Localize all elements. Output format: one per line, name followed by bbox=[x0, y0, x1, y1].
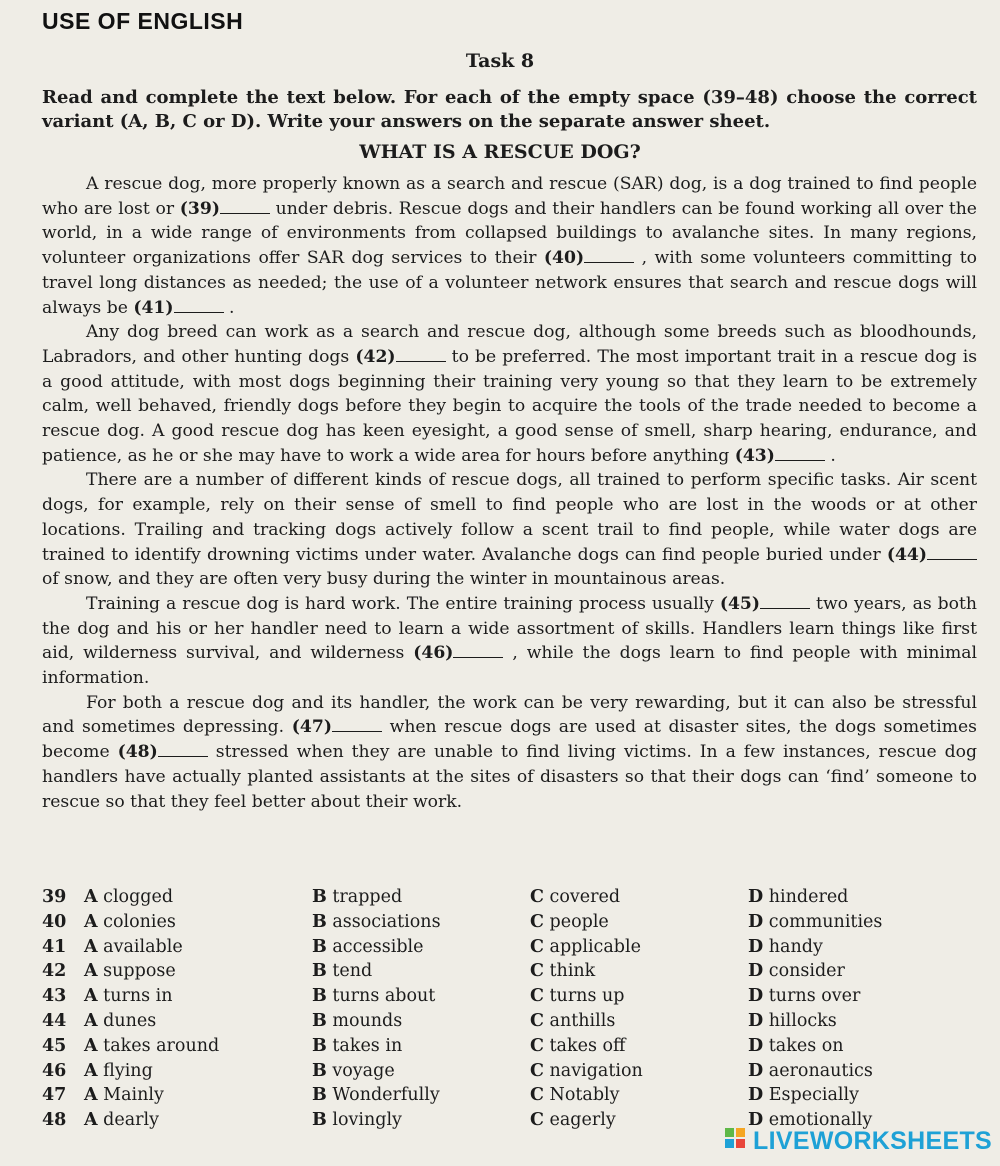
option-b[interactable] bbox=[312, 986, 435, 1006]
paragraph-2 bbox=[42, 320, 977, 468]
option-d[interactable] bbox=[748, 1011, 837, 1031]
option-c[interactable] bbox=[530, 937, 641, 957]
passage-text: , while the dogs learn to find people with minimal information. bbox=[42, 643, 977, 689]
option-a[interactable] bbox=[84, 1061, 153, 1081]
option-text: turns about bbox=[332, 986, 436, 1007]
option-letter: C bbox=[530, 1085, 544, 1106]
option-letter: B bbox=[312, 887, 327, 907]
passage-text: of snow, and they are often very busy during the winter in mountainous areas. bbox=[42, 569, 726, 590]
passage-text: . bbox=[830, 445, 836, 466]
option-c[interactable] bbox=[530, 912, 609, 932]
gap-43-number: (43) bbox=[734, 445, 775, 466]
option-d[interactable] bbox=[748, 1085, 859, 1105]
option-a[interactable] bbox=[84, 1011, 156, 1031]
section-title: USE OF ENGLISH bbox=[42, 8, 244, 34]
question-number: 48 bbox=[42, 1110, 67, 1131]
gap-48-blank[interactable] bbox=[158, 741, 208, 757]
watermark-text: LIVEWORKSHEETS bbox=[753, 1127, 992, 1155]
option-text: hindered bbox=[768, 887, 849, 907]
option-letter: D bbox=[748, 986, 764, 1007]
option-letter: A bbox=[84, 1110, 98, 1131]
option-letter: D bbox=[748, 1060, 764, 1081]
option-letter: C bbox=[530, 986, 544, 1007]
option-c[interactable] bbox=[530, 1036, 625, 1056]
option-text: takes on bbox=[768, 1035, 844, 1056]
option-c[interactable] bbox=[530, 1110, 616, 1130]
option-row-42 bbox=[42, 961, 977, 986]
gap-46-number: (46) bbox=[413, 643, 454, 664]
gap-41-number: (41) bbox=[133, 297, 174, 318]
gap-46-blank[interactable] bbox=[453, 642, 503, 658]
option-letter: B bbox=[312, 936, 327, 957]
option-text: people bbox=[549, 911, 609, 932]
option-a[interactable] bbox=[84, 1085, 164, 1105]
option-d[interactable] bbox=[748, 986, 860, 1006]
gap-45-number: (45) bbox=[719, 593, 761, 614]
option-letter: B bbox=[312, 1010, 327, 1031]
option-letter: A bbox=[84, 1035, 98, 1056]
option-row-41 bbox=[42, 937, 977, 962]
passage-text: , with some volunteers committing to travel long distances as needed; the use of a volunteer network ensures that search and rescue dogs will always be bbox=[42, 248, 977, 318]
answer-options bbox=[42, 887, 977, 1135]
option-row-39 bbox=[42, 887, 977, 912]
option-letter: A bbox=[84, 1060, 98, 1081]
option-text: associations bbox=[332, 911, 441, 932]
option-letter: C bbox=[530, 1035, 544, 1056]
gap-48-number: (48) bbox=[117, 742, 158, 763]
option-text: applicable bbox=[549, 936, 641, 957]
option-text: dunes bbox=[103, 1010, 157, 1031]
option-letter: C bbox=[530, 1060, 544, 1081]
option-row-43 bbox=[42, 986, 977, 1011]
gap-39-number: (39) bbox=[179, 198, 220, 219]
option-c[interactable] bbox=[530, 887, 620, 907]
option-row-45 bbox=[42, 1036, 977, 1061]
option-b[interactable] bbox=[312, 1011, 402, 1031]
option-text: Especially bbox=[768, 1085, 859, 1106]
option-letter: B bbox=[312, 1060, 327, 1081]
gap-39-blank[interactable] bbox=[220, 198, 270, 214]
option-letter: C bbox=[530, 887, 544, 907]
option-letter: C bbox=[530, 1110, 544, 1131]
option-letter: B bbox=[312, 1110, 327, 1131]
option-row-44 bbox=[42, 1011, 977, 1036]
option-text: voyage bbox=[332, 1060, 395, 1081]
option-text: Wonderfully bbox=[332, 1085, 440, 1106]
gap-44-blank[interactable] bbox=[927, 544, 977, 560]
gap-41-blank[interactable] bbox=[174, 297, 224, 313]
option-text: trapped bbox=[332, 887, 403, 907]
passage-text: two years, as both the dog and his or her handler need to learn a wide assortment of skills. Handlers learn things like first aid, wilderness survival, and wilderness bbox=[42, 593, 978, 664]
option-b[interactable] bbox=[312, 937, 423, 957]
option-text: covered bbox=[549, 887, 621, 907]
option-a[interactable] bbox=[84, 937, 183, 957]
gap-43-blank[interactable] bbox=[775, 445, 825, 461]
question-number: 39 bbox=[42, 887, 67, 907]
text-title: WHAT IS A RESCUE DOG? bbox=[359, 141, 641, 163]
paragraph-5 bbox=[42, 691, 977, 815]
option-text: aeronautics bbox=[768, 1060, 873, 1081]
option-b[interactable] bbox=[312, 1085, 440, 1105]
logo-square bbox=[736, 1128, 745, 1137]
question-number: 46 bbox=[42, 1060, 67, 1081]
option-a[interactable] bbox=[84, 986, 173, 1006]
option-b[interactable] bbox=[312, 1061, 395, 1081]
option-letter: C bbox=[530, 961, 544, 982]
option-text: eagerly bbox=[549, 1110, 616, 1131]
option-d[interactable] bbox=[748, 887, 848, 907]
option-c[interactable] bbox=[530, 986, 624, 1006]
passage-text: Any dog breed can work as a search and rescue dog, although some breeds such as bloodhounds, Labradors, and other hunting dogs bbox=[42, 322, 977, 367]
liveworksheets-logo-icon bbox=[725, 1128, 747, 1156]
option-text: dearly bbox=[103, 1110, 159, 1131]
paragraph-3 bbox=[42, 468, 977, 592]
option-letter: D bbox=[748, 961, 764, 982]
gap-47-number: (47) bbox=[291, 717, 332, 738]
option-text: colonies bbox=[103, 911, 176, 932]
instructions: Read and complete the text below. For each of the empty space (39–48) choose the correct variant (A, B, C or D). Write your answers on the separate answer sheet. bbox=[42, 87, 977, 132]
option-b[interactable] bbox=[312, 961, 372, 981]
gap-42-blank[interactable] bbox=[396, 346, 446, 362]
option-text: turns in bbox=[103, 986, 173, 1007]
option-text: Mainly bbox=[103, 1085, 164, 1106]
option-text: flying bbox=[103, 1060, 153, 1081]
task-title: Task 8 bbox=[465, 50, 535, 72]
passage-text: stressed when they are unable to find living victims. In a few instances, rescue dog handlers have actually planted assistants at the sites of disasters so that their dogs can ‘find’ someone to rescue so that they feel better about their work. bbox=[42, 742, 978, 812]
liveworksheets-watermark bbox=[725, 1127, 992, 1156]
option-a[interactable] bbox=[84, 961, 176, 981]
option-text: consider bbox=[768, 961, 845, 982]
option-text: anthills bbox=[549, 1010, 616, 1031]
option-letter: D bbox=[748, 936, 764, 957]
option-c[interactable] bbox=[530, 961, 595, 981]
option-letter: B bbox=[312, 1085, 327, 1106]
question-number: 41 bbox=[42, 936, 67, 957]
option-text: emotionally bbox=[768, 1110, 873, 1131]
option-text: turns over bbox=[768, 986, 861, 1007]
question-number: 44 bbox=[42, 1010, 67, 1031]
option-d[interactable] bbox=[748, 937, 823, 957]
option-b[interactable] bbox=[312, 1036, 402, 1056]
option-text: available bbox=[103, 936, 183, 957]
paragraph-1 bbox=[42, 172, 977, 320]
option-text: communities bbox=[768, 911, 883, 932]
question-number: 42 bbox=[42, 961, 67, 982]
option-text: Notably bbox=[549, 1085, 620, 1106]
option-a[interactable] bbox=[84, 887, 173, 907]
gap-45-blank[interactable] bbox=[760, 593, 810, 609]
option-text: suppose bbox=[103, 961, 176, 982]
passage-text: when rescue dogs are used at disaster sites, the dogs sometimes become bbox=[42, 717, 977, 763]
option-a[interactable] bbox=[84, 1110, 159, 1130]
gap-40-number: (40) bbox=[543, 248, 585, 269]
passage bbox=[42, 172, 977, 814]
passage-text: A rescue dog, more properly known as a search and rescue (SAR) dog, is a dog trained to find people who are lost or bbox=[42, 174, 977, 219]
logo-square bbox=[725, 1139, 734, 1148]
option-row-46 bbox=[42, 1061, 977, 1086]
option-letter: B bbox=[312, 986, 327, 1007]
option-row-40 bbox=[42, 912, 977, 937]
option-text: clogged bbox=[103, 887, 174, 907]
option-letter: C bbox=[530, 911, 544, 932]
gap-44-number: (44) bbox=[886, 544, 927, 565]
option-letter: A bbox=[84, 911, 98, 932]
option-d[interactable] bbox=[748, 1036, 844, 1056]
option-text: hillocks bbox=[768, 1010, 837, 1031]
gap-40-blank[interactable] bbox=[584, 247, 634, 263]
passage-text: Training a rescue dog is hard work. The entire training process usually bbox=[86, 593, 714, 614]
option-text: mounds bbox=[332, 1010, 403, 1031]
option-letter: D bbox=[748, 887, 764, 907]
paragraph-4 bbox=[42, 592, 977, 691]
option-text: think bbox=[549, 961, 596, 982]
option-letter: D bbox=[748, 1085, 764, 1106]
gap-42-number: (42) bbox=[355, 346, 396, 367]
question-number: 40 bbox=[42, 911, 67, 932]
option-letter: A bbox=[84, 936, 98, 957]
passage-text: to be preferred. The most important trait in a rescue dog is a good attitude, with most dogs beginning their training very young so that they learn to be extremely calm, well behaved, friendly dogs before they begin to acquire the tools of the trade needed to become a rescue dog. A good rescue dog has keen eyesight, a good sense of smell, sharp hearing, endurance, and patience, as he or she may have to work a wide area for hours before anything bbox=[42, 346, 978, 466]
option-c[interactable] bbox=[530, 1085, 620, 1105]
option-letter: A bbox=[84, 887, 98, 907]
option-text: accessible bbox=[332, 936, 424, 957]
question-number: 47 bbox=[42, 1085, 67, 1106]
option-a[interactable] bbox=[84, 912, 176, 932]
passage-text: . bbox=[229, 297, 235, 318]
option-d[interactable] bbox=[748, 1061, 873, 1081]
logo-square bbox=[725, 1128, 734, 1137]
option-text: takes in bbox=[332, 1035, 403, 1056]
question-number: 43 bbox=[42, 986, 67, 1007]
option-text: takes off bbox=[549, 1035, 626, 1056]
option-d[interactable] bbox=[748, 912, 882, 932]
option-letter: D bbox=[748, 911, 764, 932]
option-d[interactable] bbox=[748, 961, 845, 981]
option-b[interactable] bbox=[312, 912, 441, 932]
option-letter: D bbox=[748, 1035, 764, 1056]
gap-47-blank[interactable] bbox=[332, 716, 382, 732]
option-text: navigation bbox=[549, 1060, 643, 1081]
option-b[interactable] bbox=[312, 887, 402, 907]
option-text: lovingly bbox=[332, 1110, 402, 1131]
option-letter: B bbox=[312, 1035, 327, 1056]
option-letter: B bbox=[312, 911, 327, 932]
option-letter: D bbox=[748, 1010, 764, 1031]
option-text: handy bbox=[768, 936, 823, 957]
option-text: turns up bbox=[549, 986, 625, 1007]
option-text: takes around bbox=[103, 1035, 220, 1056]
option-c[interactable] bbox=[530, 1061, 643, 1081]
question-number: 45 bbox=[42, 1035, 67, 1056]
option-letter: B bbox=[312, 961, 327, 982]
option-text: tend bbox=[332, 961, 373, 982]
option-c[interactable] bbox=[530, 1011, 615, 1031]
passage-text: under debris. Rescue dogs and their handlers can be found working all over the world, in a wide range of environments from collapsed buildings to avalanche sites. In many regions, volunteer organizations offer SAR dog services to their bbox=[42, 198, 977, 269]
option-letter: D bbox=[748, 1110, 764, 1131]
option-letter: A bbox=[84, 1085, 98, 1106]
logo-square bbox=[736, 1139, 745, 1148]
option-letter: C bbox=[530, 1010, 544, 1031]
passage-text: For both a rescue dog and its handler, the work can be very rewarding, but it can also be stressful and sometimes depressing. bbox=[42, 692, 977, 738]
option-letter: C bbox=[530, 936, 544, 957]
passage-text: There are a number of different kinds of rescue dogs, all trained to perform specific tasks. Air scent dogs, for example, rely on their sense of smell to find people who are lost in the woods or at other locations. Trailing and tracking dogs actively follow a scent trail to find people, while water dogs are trained to identify drowning victims under water. Avalanche dogs can find people buried under bbox=[42, 470, 977, 565]
option-letter: A bbox=[84, 986, 98, 1007]
option-letter: A bbox=[84, 1010, 98, 1031]
option-b[interactable] bbox=[312, 1110, 402, 1130]
option-a[interactable] bbox=[84, 1036, 219, 1056]
option-letter: A bbox=[84, 961, 98, 982]
option-row-47 bbox=[42, 1085, 977, 1110]
